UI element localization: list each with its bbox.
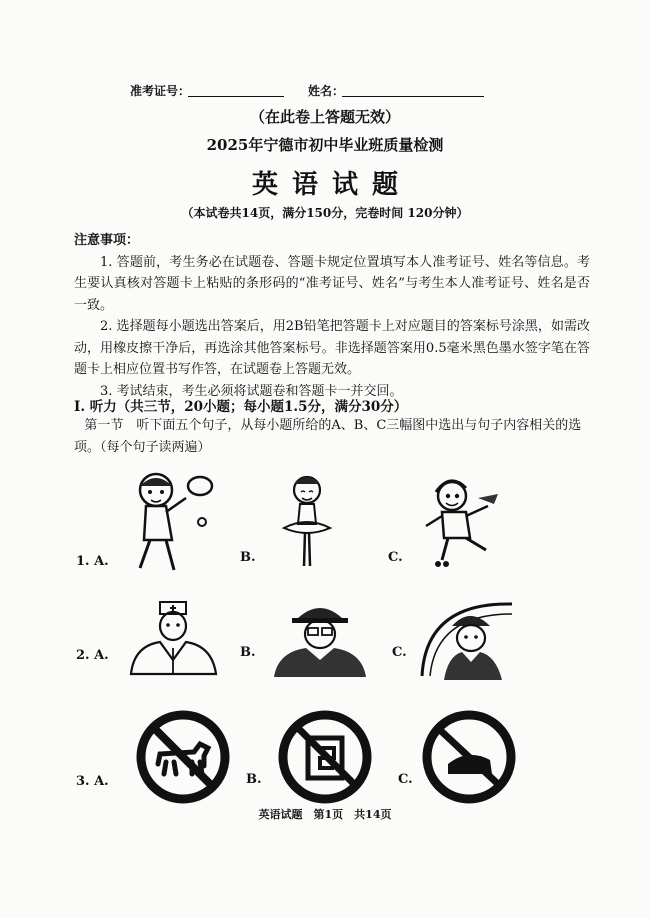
question-2-label: 2. A.: [76, 648, 109, 663]
no-food-sign-icon: [418, 708, 520, 806]
exam-name: 2025年宁德市初中毕业班质量检测: [206, 136, 444, 154]
exam-id-field[interactable]: [188, 96, 284, 97]
name-field[interactable]: [342, 96, 484, 97]
name-label: 姓名：: [308, 84, 345, 98]
part1-instruction: 第一节 听下面五个句子，从每小题所给的A、B、C三幅图中选出与句子内容相关的选项。（每个句子读两遍）: [74, 418, 582, 455]
note-item: 2. 选择题每小题选出答案后，用2B铅笔把答题卡上对应题目的答案标号涂黑，如需改动，用橡皮擦干净后，再选涂其他答案标号。非选择题答案用0.5毫米黑色墨水签字笔在答题卡上相应位置书写作答，在试题卷上答题无效。: [74, 319, 590, 377]
no-answer-notice: （在此卷上答题无效）: [249, 108, 400, 126]
option-b-label: B.: [240, 645, 256, 660]
ballet-dancer-icon: [272, 472, 342, 572]
no-dogs-sign-icon: [134, 708, 232, 806]
option-c-label: C.: [398, 772, 413, 787]
page-footer: 英语试题 第1页 共14页: [258, 808, 392, 821]
subject-title: 英语试题: [251, 170, 412, 200]
pilot-icon: [416, 596, 520, 682]
exam-info: （本试卷共14页，满分150分，完卷时间 120分钟）: [181, 206, 469, 220]
option-c-label: C.: [388, 550, 403, 565]
question-1-label: 1. A.: [76, 554, 109, 569]
question-3-label: 3. A.: [76, 774, 109, 789]
notes-heading: 注意事项：: [74, 233, 140, 248]
option-c-label: C.: [392, 645, 407, 660]
notes-section: [74, 230, 590, 402]
skater-boy-icon: [420, 470, 510, 570]
doctor-icon: [126, 600, 221, 675]
tennis-girl-icon: [126, 470, 216, 580]
option-b-label: B.: [240, 550, 256, 565]
exam-id-label: 准考证号：: [130, 84, 191, 98]
option-b-label: B.: [246, 772, 262, 787]
construction-worker-icon: [270, 598, 370, 678]
note-item: 1. 答题前，考生务必在试题卷、答题卡规定位置填写本人准考证号、姓名等信息。考生要认真核对答题卡上粘贴的条形码的“准考证号、姓名”与考生本人准考证号、姓名是否一致。: [74, 254, 590, 313]
no-photo-sign-icon: [276, 708, 374, 806]
listening-section-title: Ⅰ. 听力（共三节，20小题；每小题1.5分，满分30分）: [74, 399, 408, 415]
note-item: 3. 考试结束，考生必须将试题卷和答题卡一并交回。: [100, 383, 403, 399]
